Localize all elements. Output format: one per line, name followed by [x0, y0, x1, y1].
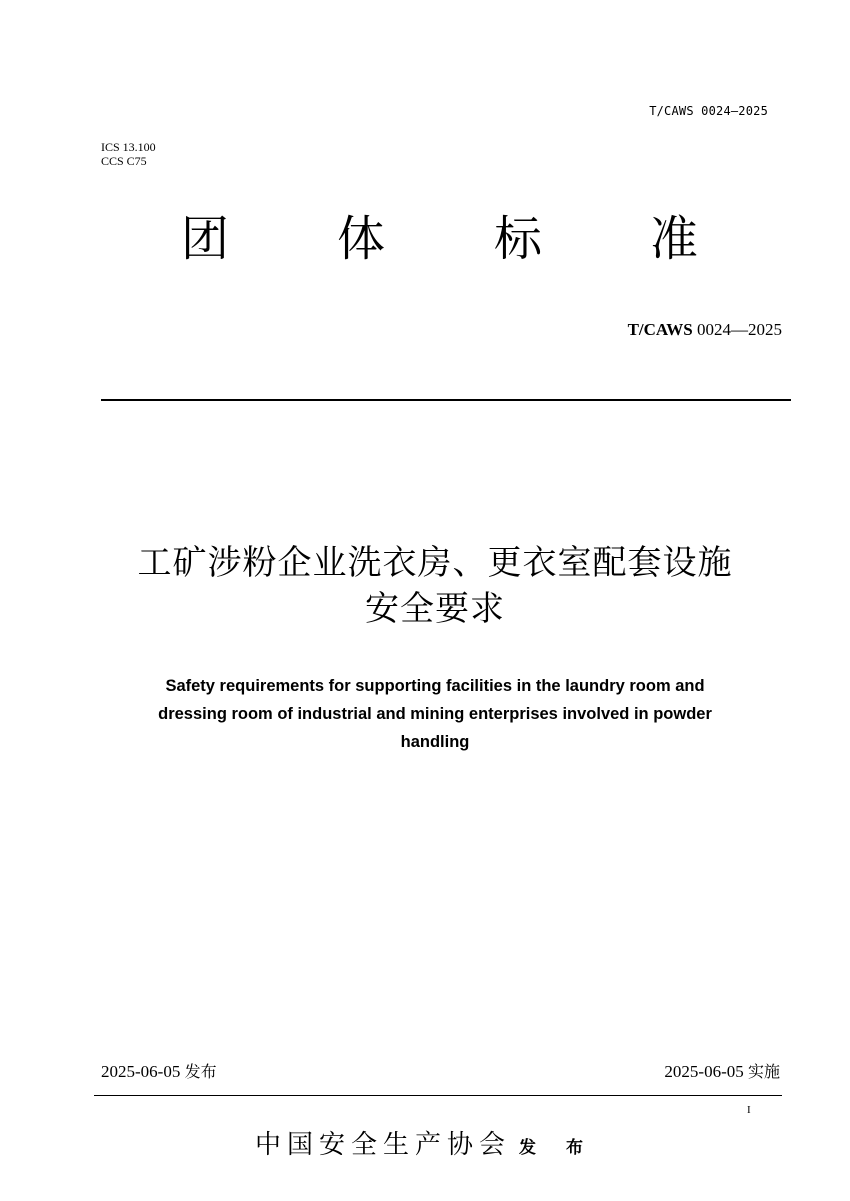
standard-type-char: 准 — [650, 211, 699, 267]
header-standard-code: T/CAWS 0024—2025 — [649, 104, 768, 118]
ccs-code: CCS C75 — [101, 154, 147, 168]
english-title-line: Safety requirements for supporting facilities in the laundry room and — [165, 677, 705, 695]
standard-number-value: 0024—2025 — [692, 320, 782, 339]
implementation-date-label: 实施 — [747, 1062, 780, 1081]
implementation-date — [664, 1059, 780, 1082]
english-title — [100, 672, 770, 756]
chinese-title — [60, 540, 810, 632]
issue-date — [101, 1059, 217, 1082]
english-title-line: handling — [400, 733, 470, 751]
implementation-date-value: 2025-06-05 — [664, 1062, 744, 1081]
chinese-title-line: 安全要求 — [365, 589, 505, 629]
bottom-divider — [94, 1095, 782, 1096]
publisher-name: 中国安全生产协会 — [255, 1130, 512, 1160]
standard-type-title — [101, 208, 791, 278]
publish-label: 发 布 — [519, 1138, 595, 1158]
classification-codes — [101, 140, 156, 168]
chinese-title-line: 工矿涉粉企业洗衣房、更衣室配套设施 — [137, 543, 733, 583]
publisher — [0, 1124, 850, 1161]
standard-type-char: 体 — [337, 211, 386, 267]
standard-type-char: 标 — [494, 211, 543, 267]
page-number: I — [747, 1104, 751, 1116]
standard-number — [628, 320, 782, 340]
standard-type-char: 团 — [181, 211, 230, 267]
top-divider — [101, 399, 791, 401]
ics-code: ICS 13.100 — [101, 140, 156, 154]
standard-number-prefix: T/CAWS — [627, 320, 693, 339]
issue-date-label: 发布 — [184, 1062, 217, 1081]
issue-date-value: 2025-06-05 — [101, 1062, 181, 1081]
english-title-line: dressing room of industrial and mining enterprises involved in powder — [158, 705, 712, 723]
